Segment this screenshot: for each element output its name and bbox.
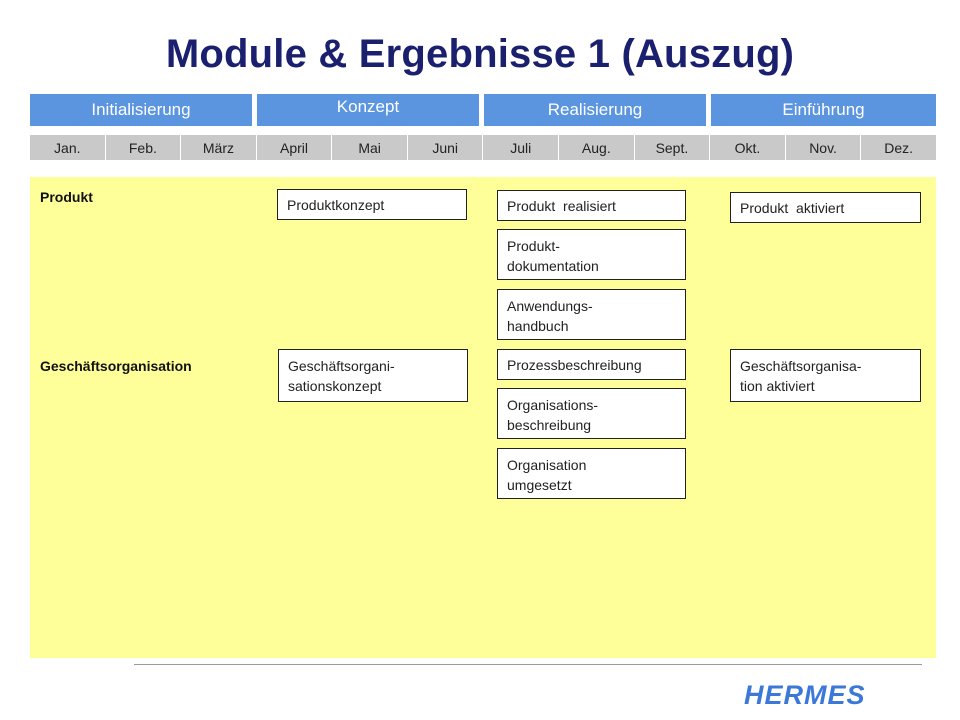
result-label-line-1: Organisations- bbox=[507, 397, 599, 413]
result-label-line-2: dokumentation bbox=[507, 258, 599, 274]
month-nov: Nov. bbox=[786, 135, 862, 160]
results-panel bbox=[30, 177, 936, 658]
result-label-line-1: Anwendungs- bbox=[507, 298, 593, 314]
result-label-line-2: sationskonzept bbox=[288, 378, 382, 394]
month-april: April bbox=[257, 135, 333, 160]
result-label-line-2: handbuch bbox=[507, 318, 569, 334]
result-label-line-2: tion aktiviert bbox=[740, 378, 815, 394]
result-produktdokumentation bbox=[497, 229, 686, 280]
month-sept: Sept. bbox=[635, 135, 711, 160]
result-label: Produkt aktiviert bbox=[740, 199, 845, 216]
month-juni: Juni bbox=[408, 135, 484, 160]
section-label-geschaeftsorganisation: Geschäftsorganisation bbox=[40, 358, 192, 374]
footer-divider bbox=[134, 664, 922, 665]
section-label-produkt: Produkt bbox=[40, 189, 93, 205]
result-geschaeftsorganisationskonzept bbox=[278, 349, 468, 402]
month-mai: Mai bbox=[332, 135, 408, 160]
phase-realisierung: Realisierung bbox=[484, 94, 706, 126]
result-label-line-1: Organisation bbox=[507, 457, 587, 473]
month-okt: Okt. bbox=[710, 135, 786, 160]
result-prozessbeschreibung bbox=[497, 349, 686, 380]
result-produktkonzept bbox=[277, 189, 467, 220]
page-title: Module & Ergebnisse 1 (Auszug) bbox=[165, 32, 795, 76]
month-jan: Jan. bbox=[30, 135, 106, 160]
phase-initialisierung: Initialisierung bbox=[30, 94, 252, 126]
result-label: Prozessbeschreibung bbox=[507, 356, 642, 373]
phase-konzept: Konzept bbox=[257, 94, 479, 126]
result-label: Produktkonzept bbox=[287, 196, 385, 213]
result-label-line-1: Geschäftsorgani- bbox=[288, 358, 395, 374]
result-label-line-1: Produkt- bbox=[507, 238, 560, 254]
month-juli: Juli bbox=[483, 135, 559, 160]
phase-einfuehrung: Einführung bbox=[711, 94, 936, 126]
result-label-line-2: umgesetzt bbox=[507, 477, 572, 493]
hermes-logo: HERMES bbox=[744, 680, 866, 710]
month-feb: Feb. bbox=[106, 135, 182, 160]
result-anwendungshandbuch bbox=[497, 289, 686, 340]
result-produkt-realisiert bbox=[497, 190, 686, 221]
month-maerz: März bbox=[181, 135, 257, 160]
month-aug: Aug. bbox=[559, 135, 635, 160]
result-label-line-1: Geschäftsorganisa- bbox=[740, 358, 862, 374]
result-geschaeftsorganisation-aktiviert bbox=[730, 349, 921, 402]
result-label-line-2: beschreibung bbox=[507, 417, 592, 433]
result-organisationsbeschreibung bbox=[497, 388, 686, 439]
result-organisation-umgesetzt bbox=[497, 448, 686, 499]
month-row bbox=[30, 135, 936, 160]
result-produkt-aktiviert bbox=[730, 192, 921, 223]
month-dez: Dez. bbox=[861, 135, 936, 160]
result-label: Produkt realisiert bbox=[507, 197, 616, 214]
